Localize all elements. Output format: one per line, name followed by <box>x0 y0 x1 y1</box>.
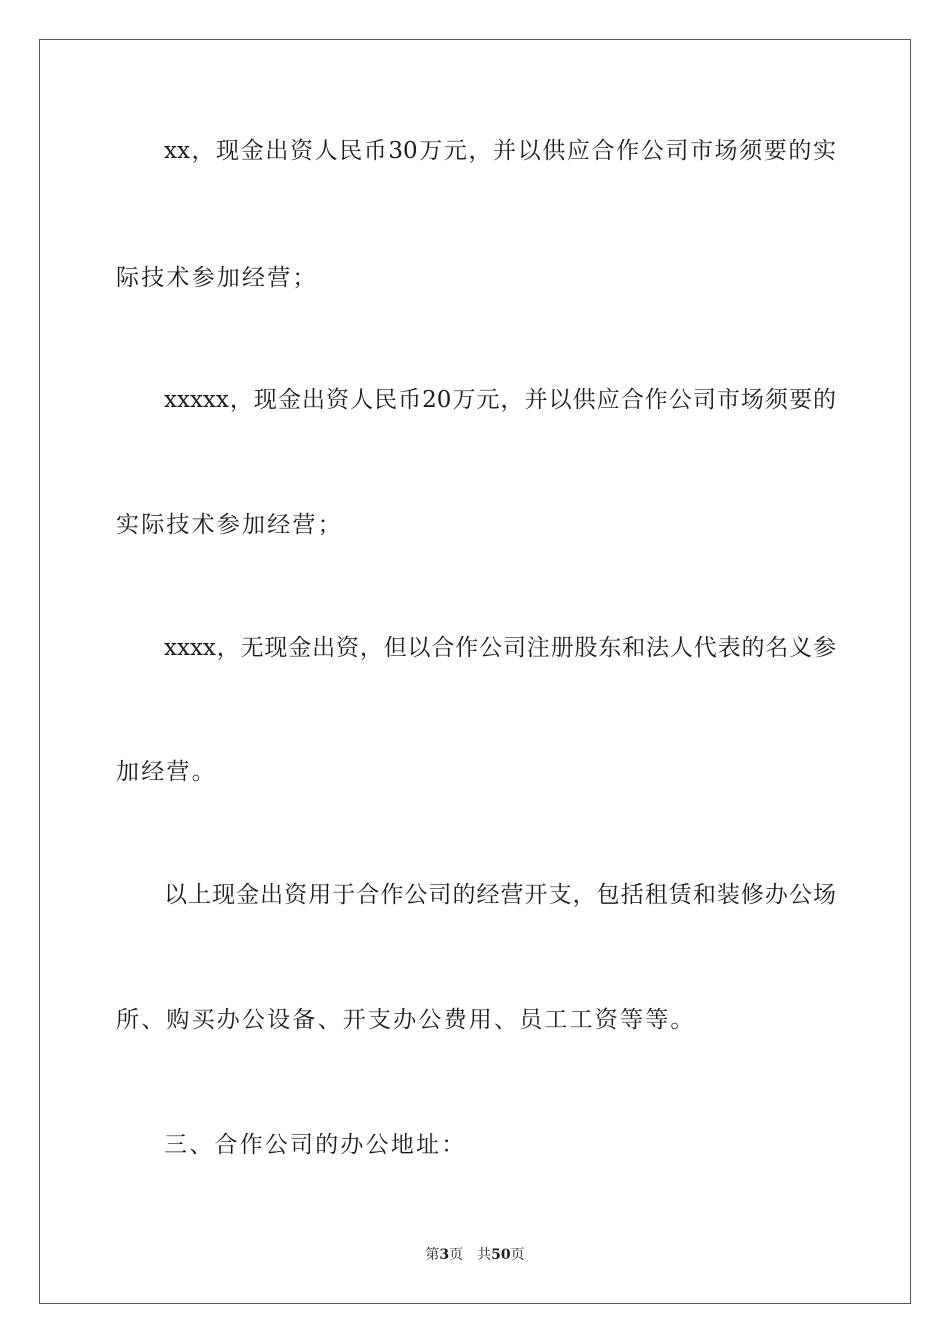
paragraph-line-6: 加经营。 <box>116 759 217 785</box>
paragraph-line-5: xxxx，无现金出资，但以合作公司注册股东和法人代表的名义参 <box>164 635 836 661</box>
page-footer <box>0 1246 950 1264</box>
paragraph-line-4: 实际技术参加经营； <box>116 512 343 538</box>
footer-total-pages: 50 <box>491 1247 511 1263</box>
footer-page-suffix: 页 <box>449 1247 464 1263</box>
footer-total-prefix: 共 <box>477 1247 492 1263</box>
footer-total-suffix: 页 <box>510 1247 525 1263</box>
paragraph-line-3: xxxxx，现金出资人民币20万元，并以供应合作公司市场须要的 <box>164 387 836 413</box>
footer-page-number: 3 <box>439 1247 450 1263</box>
paragraph-line-1: xx，现金出资人民币30万元，并以供应合作公司市场须要的实 <box>164 138 836 164</box>
section-heading-office-address: 三、合作公司的办公地址： <box>164 1132 467 1158</box>
paragraph-line-8: 所、购买办公设备、开支办公费用、员工工资等等。 <box>116 1007 696 1033</box>
paragraph-line-2: 际技术参加经营； <box>116 265 318 291</box>
footer-page-prefix: 第 <box>425 1247 440 1263</box>
page-border <box>39 39 911 1304</box>
paragraph-line-7: 以上现金出资用于合作公司的经营开支，包括租赁和装修办公场 <box>164 882 836 908</box>
